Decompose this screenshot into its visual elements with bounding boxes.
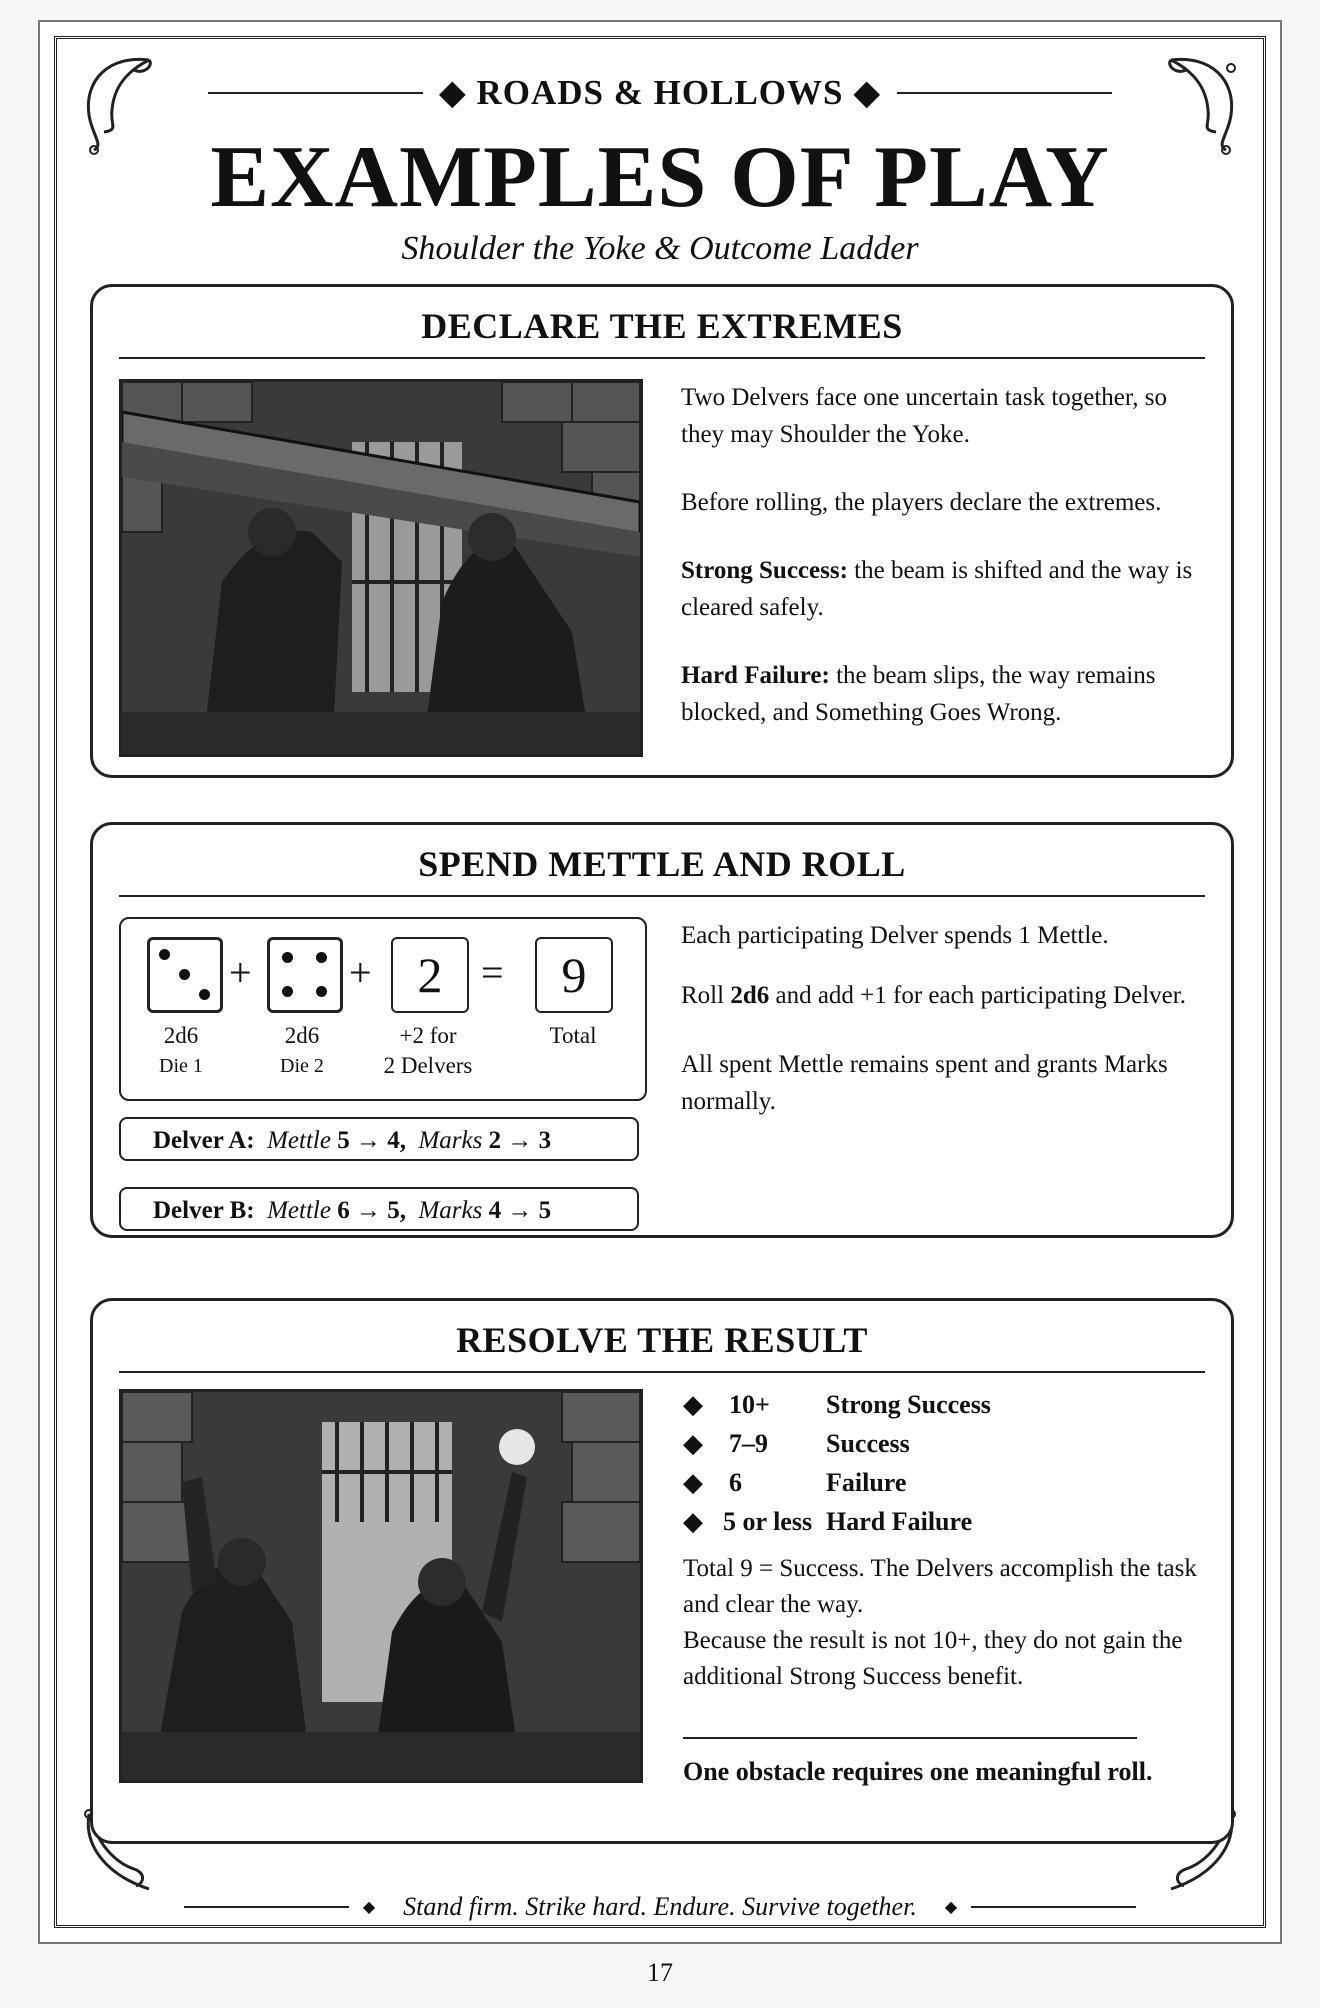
footer-motto [40,1892,1280,1922]
section-resolve-result [90,1298,1234,1844]
extreme-hard-failure [681,657,1201,731]
plus-sign: + [229,950,252,995]
ladder-range: 10+ [729,1390,770,1419]
divider [897,92,1112,94]
book-overline: ◆ ROADS & HOLLOWS ◆ [438,73,882,112]
section-body [681,379,1201,762]
illustration-way-cleared [119,1389,643,1783]
page-title: EXAMPLES OF PLAY [210,129,1110,226]
diamond-bullet-icon: ◆ [683,1468,703,1497]
ladder-label: Success [826,1429,910,1458]
divider [208,92,423,94]
die2-label: 2d6 Die 2 [280,1023,324,1077]
section-title: SPEND METTLE AND ROLL [119,843,1205,897]
total-label: Total [549,1023,597,1048]
overline-row [40,72,1280,113]
ladder-label: Strong Success [826,1390,991,1419]
paragraph: Two Delvers face one uncertain task together, so they may Shoulder the Yoke. [681,384,1167,448]
paragraph: Before rolling, the players declare the extremes. [681,489,1162,516]
ladder-range: 5 or less [723,1507,813,1536]
page-subtitle: Shoulder the Yoke & Outcome Ladder [401,230,919,267]
section-body [681,917,1201,1151]
term: Strong Success: [681,557,848,584]
term: Hard Failure: [681,662,830,689]
extreme-strong-success [681,552,1201,626]
paragraph: Each participating Delver spends 1 Mettle. [681,922,1109,949]
result-explanation [683,1551,1203,1695]
diamond-icon: ◆ [944,1899,958,1916]
total-value: 9 [535,937,613,1013]
diamond-bullet-icon: ◆ [683,1390,703,1419]
ladder-label: Failure [826,1468,907,1497]
die1-label: 2d6 Die 1 [159,1023,203,1077]
delver-a-status: Delver A: Mettle 5 → 4, Marks 2 → 3 [119,1117,639,1161]
ladder-range: 6 [729,1468,742,1497]
equals-sign: = [481,950,504,995]
section-title: DECLARE THE EXTREMES [119,305,1205,359]
section-spend-mettle [90,822,1234,1238]
definition: the beam slips, the way remains blocked, and Something Goes Wrong. [681,662,1156,726]
diamond-icon: ◆ [362,1899,376,1916]
ladder-range: 7–9 [729,1429,768,1458]
divider [683,1737,1137,1739]
ladder-label: Hard Failure [826,1507,973,1536]
paragraph: All spent Mettle remains spent and grants Marks normally. [681,1051,1168,1115]
section-declare-extremes [90,284,1234,778]
page-number: 17 [647,1958,673,1987]
diamond-bullet-icon: ◆ [683,1429,703,1458]
dice-roll-equation [119,917,647,1101]
paragraph: Because the result is not 10+, they do not gain the additional Strong Success benefit. [683,1627,1183,1690]
definition: the beam is shifted and the way is cleared safely. [681,557,1193,621]
roll-instruction: Roll 2d6 and add +1 for each participating Delver. [681,982,1186,1009]
divider [971,1906,1136,1908]
paragraph: Total 9 = Success. The Delvers accomplish the task and clear the way. [683,1555,1197,1618]
illustration-beam-lift [119,379,643,757]
die-four-icon [267,937,343,1013]
footer-text: Stand firm. Strike hard. Endure. Survive together. [403,1892,917,1921]
bonus-value: 2 [391,937,469,1013]
plus-sign: + [349,950,372,995]
die-three-icon [147,937,223,1013]
bonus-label: +2 for 2 Delvers [383,1023,473,1078]
delver-b-status: Delver B: Mettle 6 → 5, Marks 4 → 5 [119,1187,639,1231]
diamond-bullet-icon: ◆ [683,1507,703,1536]
page [38,20,1282,1944]
divider [184,1906,349,1908]
section-title: RESOLVE THE RESULT [119,1319,1205,1373]
section-tagline: One obstacle requires one meaningful roll. [683,1757,1153,1786]
